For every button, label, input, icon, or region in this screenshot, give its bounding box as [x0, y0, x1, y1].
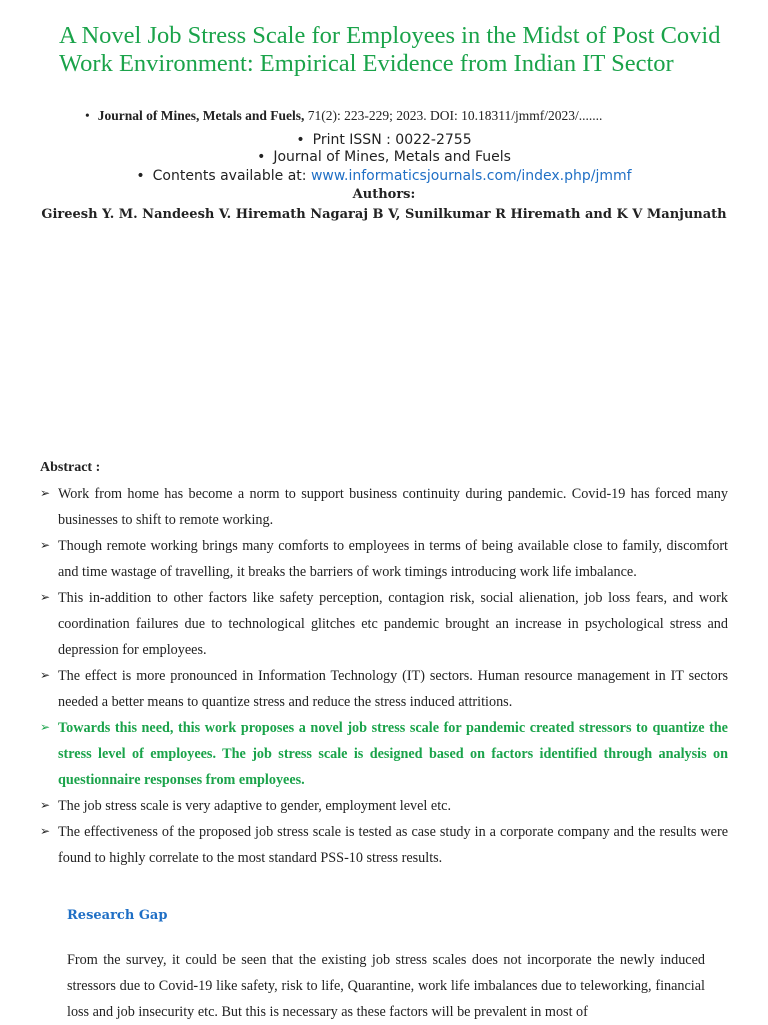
abstract-item-text: The effectiveness of the proposed job stress scale is tested as case study in a corporate company and the results were found to highly correlate to the most standard PSS-10 stress results.	[58, 824, 728, 866]
abstract-item	[40, 481, 728, 533]
arrow-bullet-icon: ➢	[40, 538, 51, 552]
abstract-item	[40, 793, 728, 819]
bullet-icon: •	[296, 132, 305, 148]
contents-line	[0, 168, 768, 184]
authors-heading: Authors:	[352, 187, 416, 202]
citation-line	[85, 108, 602, 124]
abstract-item	[40, 533, 728, 585]
abstract-item-text: Work from home has become a norm to support business continuity during pandemic. Covid-19 has forced many businesses to shift to remote working.	[58, 486, 728, 528]
authors-names: Gireesh Y. M. Nandeesh V. Hiremath Nagaraj B V, Sunilkumar R Hiremath and K V Manjunath	[41, 207, 727, 222]
research-gap-heading: Research Gap	[67, 908, 168, 923]
arrow-bullet-icon: ➢	[40, 668, 51, 682]
journal-name: Journal of Mines, Metals and Fuels	[273, 149, 511, 165]
print-issn-line	[0, 132, 768, 148]
abstract-item-text: The effect is more pronounced in Information Technology (IT) sectors. Human resource management in IT sectors needed a better means to quantize stress and reduce the stress induced attritions.	[58, 668, 728, 710]
citation-details: 71(2): 223-229; 2023. DOI: 10.18311/jmmf/2023/.......	[304, 108, 603, 123]
research-gap-body: From the survey, it could be seen that the existing job stress scales does not incorporate the newly induced stressors due to Covid-19 like safety, risk to life, Quarantine, work life imbalances due to teleworking, financial loss and job insecurity etc. But this is necessary as these factors will be prevalent in most of	[67, 952, 705, 1020]
abstract-heading: Abstract :	[40, 460, 101, 475]
arrow-bullet-icon: ➢	[40, 824, 51, 838]
bullet-icon: •	[85, 108, 90, 123]
abstract-item-text: This in-addition to other factors like safety perception, contagion risk, social alienation, job loss fears, and work coordination failures due to technological glitches etc pandemic brought an increase in psychological stress and depression for employees.	[58, 590, 728, 658]
citation-journal: Journal of Mines, Metals and Fuels,	[97, 108, 305, 123]
journal-name-line	[0, 149, 768, 165]
contents-label: Contents available at:	[152, 168, 311, 184]
abstract-item-highlight	[40, 715, 728, 793]
page-title: A Novel Job Stress Scale for Employees in the Midst of Post Covid Work Environment: Empirical Evidence from Indian IT Sector	[59, 22, 721, 77]
abstract-item-text: Though remote working brings many comforts to employees in terms of being available close to family, discomfort and time wastage of travelling, it breaks the barriers of work timings introducing work life imbalance.	[58, 538, 728, 580]
bullet-icon: •	[257, 149, 266, 165]
arrow-bullet-icon: ➢	[40, 720, 51, 734]
abstract-item-text: The job stress scale is very adaptive to gender, employment level etc.	[58, 798, 452, 814]
abstract-list	[40, 481, 728, 871]
abstract-item	[40, 585, 728, 663]
abstract-item	[40, 819, 728, 871]
abstract-item-text: Towards this need, this work proposes a novel job stress scale for pandemic created stressors to quantize the stress level of employees. The job stress scale is designed based on factors identified through analysis on questionnaire responses from employees.	[58, 720, 728, 788]
print-issn: Print ISSN : 0022-2755	[312, 132, 472, 148]
bullet-icon: •	[136, 168, 145, 184]
journal-link[interactable]: www.informaticsjournals.com/index.php/jmmf	[310, 168, 632, 184]
arrow-bullet-icon: ➢	[40, 798, 51, 812]
arrow-bullet-icon: ➢	[40, 590, 51, 604]
abstract-item	[40, 663, 728, 715]
arrow-bullet-icon: ➢	[40, 486, 51, 500]
